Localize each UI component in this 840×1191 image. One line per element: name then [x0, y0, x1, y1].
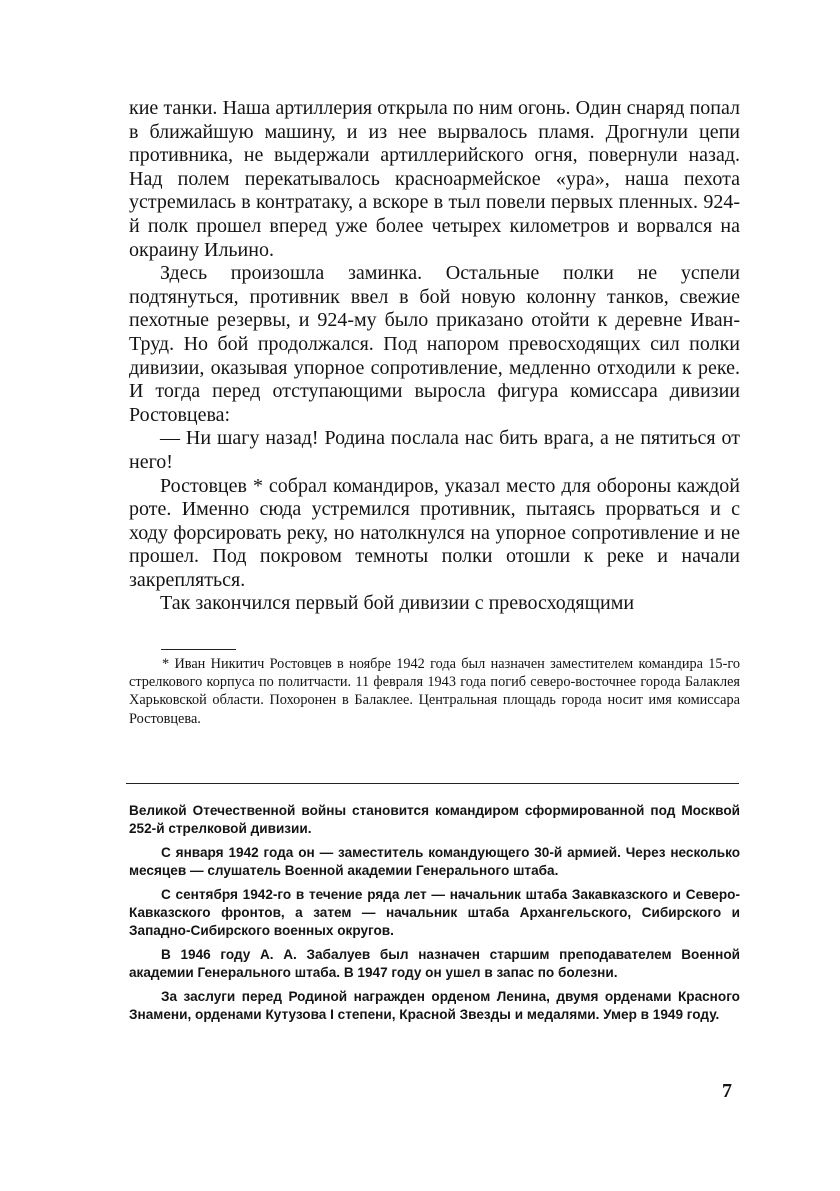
bio-paragraph: За заслуги перед Родиной награжден орденом Ленина, двумя орденами Красного Знамени, орденами Кутузова I степени, Красной Звезды и медалями. Умер в 1949 году. [129, 989, 740, 1022]
footnote [129, 655, 740, 728]
bio-paragraph: С сентября 1942-го в течение ряда лет — начальник штаба Закавказского и Северо-Кавказского фронтов, а затем — начальник штаба Архангельского, Сибирского и Западно-Сибирского военных округов. [129, 887, 740, 938]
main-paragraph: Ростовцев * собрал командиров, указал место для обороны каждой роте. Именно сюда устремился противник, пытаясь прорваться и с ходу форсировать реку, но натолкнулся на упорное сопротивление и не прошел. Под покровом темноты полки отошли к реке и начали закрепляться. [129, 474, 740, 591]
bio-paragraph: Великой Отечественной войны становится командиром сформированной под Москвой 252-й стрелковой дивизии. [129, 803, 740, 836]
main-paragraph: Здесь произошла заминка. Остальные полки не успели подтянуться, противник ввел в бой новую колонну танков, свежие пехотные резервы, и 924-му было приказано отойти к деревне Иван-Труд. Но бой продолжался. Под напором превосходящих сил полки дивизии, оказывая упорное сопротивление, медленно отходили к реке. И тогда перед отступающими выросла фигура комиссара дивизии Ростовцева: [129, 262, 740, 426]
main-paragraph: кие танки. Наша артиллерия открыла по ним огонь. Один снаряд попал в ближайшую машину, и из нее вырвалось пламя. Дрогнули цепи противника, не выдержали артиллерийского огня, повернули назад. Над полем перекатывалось красноармейское «ура», наша пехота устремилась в контратаку, а вскоре в тыл повели первых пленных. 924-й полк прошел вперед уже более четырех километров и ворвался на окраину Ильино. [129, 97, 740, 261]
main-paragraph: Так закончился первый бой дивизии с превосходящими [160, 592, 635, 615]
footnote-divider [161, 649, 236, 650]
bio-paragraph: С января 1942 года он — заместитель командующего 30-й армией. Через несколько месяцев — слушатель Военной академии Генерального штаба. [129, 845, 740, 878]
footnote-text: * Иван Никитич Ростовцев в ноябре 1942 года был назначен заместителем командира 15-го стрелкового корпуса по политчасти. 11 февраля 1943 года погиб северо-восточнее города Балаклея Харьковской области. Похоронен в Балаклее. Центральная площадь города носит имя комиссара Ростовцева. [129, 656, 740, 727]
main-paragraph: — Ни шагу назад! Родина послала нас бить врага, а не пятиться от него! [129, 427, 740, 473]
bio-paragraph: В 1946 году А. А. Забалуев был назначен старшим преподавателем Военной академии Генерального штаба. В 1947 году он ушел в запас по болезни. [129, 947, 740, 980]
section-divider [126, 783, 739, 784]
main-text [129, 97, 740, 616]
bio-note [129, 802, 740, 1031]
page-number: 7 [722, 1080, 732, 1102]
